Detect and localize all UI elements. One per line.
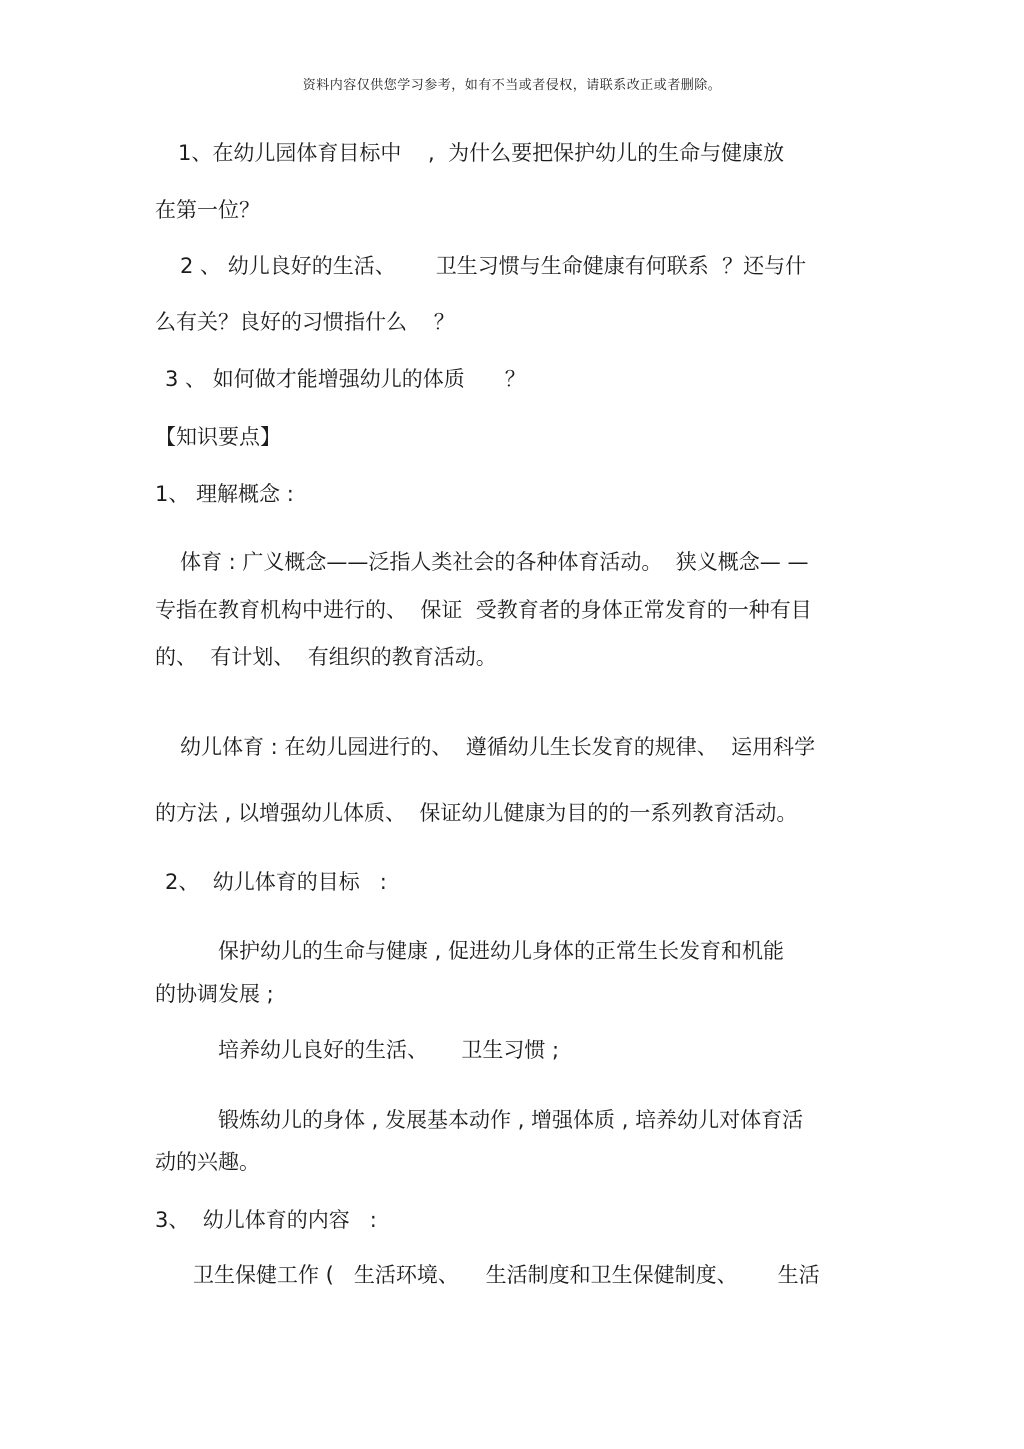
definition-pe-line-2: 专指在教育机构中进行的、 保证 受教育者的身体正常发育的一种有目 (155, 598, 812, 622)
point-1-heading: 1、 理解概念 : (155, 482, 294, 506)
goal-1-line-2: 的协调发展 ; (155, 982, 274, 1006)
point-3-heading: 3、 幼儿体育的内容 : (155, 1208, 377, 1232)
point-2-heading: 2、 幼儿体育的目标 : (165, 870, 387, 894)
question-2-line-2: 么有关？良好的习惯指什么 ？ (155, 310, 455, 334)
goal-1-line-1: 保护幼儿的生命与健康 , 促进幼儿身体的正常生长发育和机能 (218, 939, 785, 963)
question-1-line-1: 1、在幼儿园体育目标中 , 为什么要把保护幼儿的生命与健康放 (178, 141, 785, 165)
definition-child-pe-line-1: 幼儿体育 : 在幼儿园进行的、 遵循幼儿生长发育的规律、 运用科学 (180, 735, 816, 759)
goal-3-line-1: 锻炼幼儿的身体 , 发展基本动作 , 增强体质 , 培养幼儿对体育活 (218, 1108, 804, 1132)
content-1-line-1: 卫生保健工作 ( 生活环境、 生活制度和卫生保健制度、 生活 (193, 1263, 820, 1287)
definition-pe-line-1: 体育 : 广义概念——泛指人类社会的各种体育活动。 狭义概念— — (180, 550, 809, 574)
question-3: 3 、 如何做才能增强幼儿的体质 ？ (165, 367, 526, 391)
goal-3-line-2: 动的兴趣。 (155, 1150, 260, 1174)
copyright-notice: 资料内容仅供您学习参考，如有不当或者侵权，请联系改正或者删除。 (302, 78, 722, 93)
definition-pe-line-3: 的、 有计划、 有组织的教育活动。 (155, 645, 497, 669)
section-heading-knowledge-points: 【知识要点】 (155, 425, 281, 449)
goal-2: 培养幼儿良好的生活、 卫生习惯 ; (218, 1038, 560, 1062)
question-1-line-2: 在第一位？ (155, 198, 260, 222)
question-2-line-1: 2 、 幼儿良好的生活、 卫生习惯与生命健康有何联系 ？还与什 (180, 254, 807, 278)
definition-child-pe-line-2: 的方法 , 以增强幼儿体质、 保证幼儿健康为目的的一系列教育活动。 (155, 801, 798, 825)
